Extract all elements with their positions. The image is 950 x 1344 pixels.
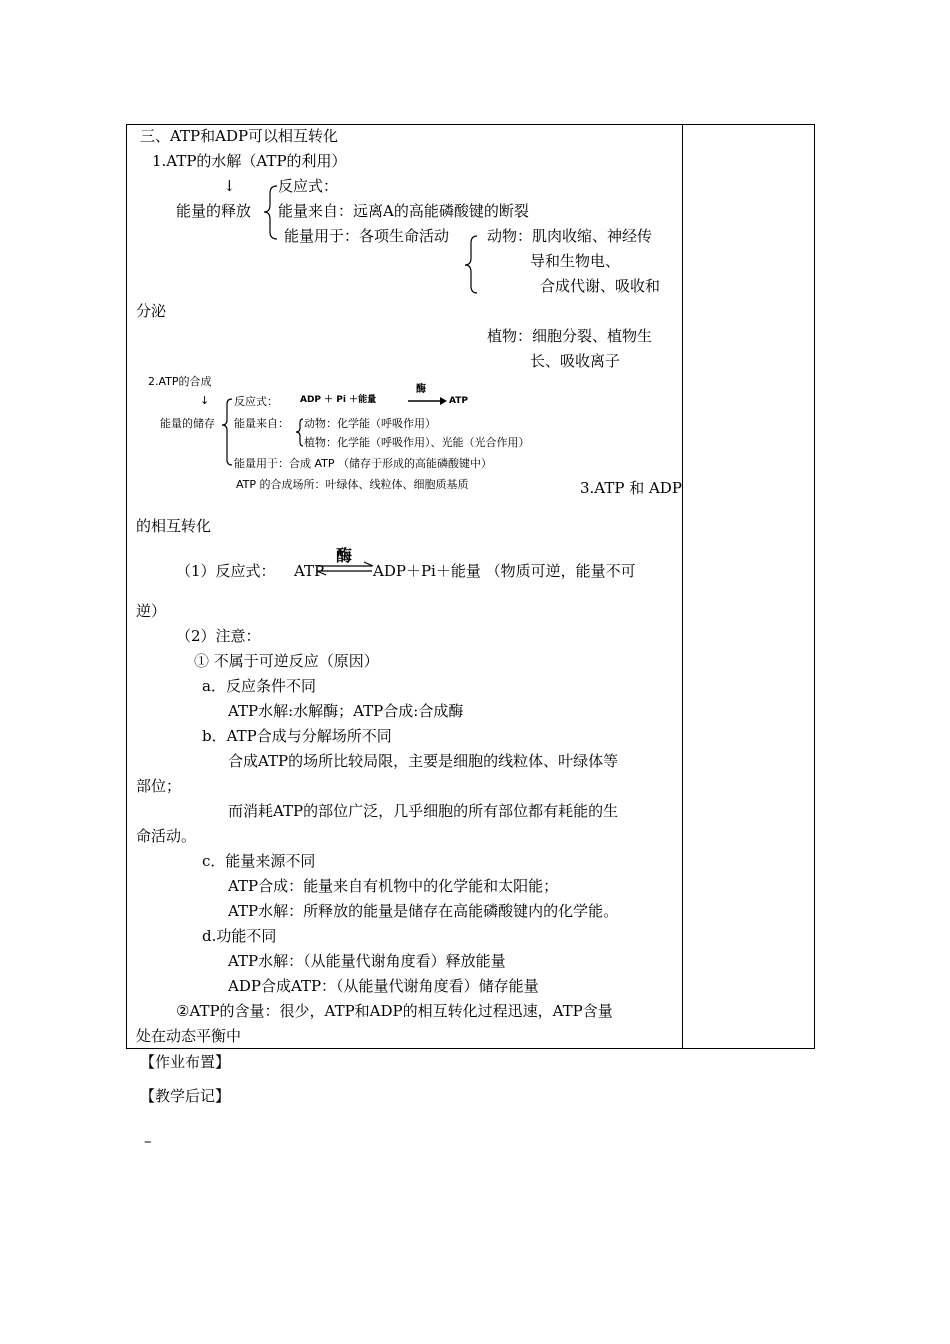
hydrolysis-down-arrow: ↓ <box>223 177 236 195</box>
hydrolysis-reaction-label: 反应式： <box>278 177 339 195</box>
note-b: b．ATP合成与分解场所不同 <box>202 727 392 745</box>
teaching-notes-heading: 【教学后记】 <box>140 1087 231 1105</box>
synthesis-equation-product: ATP <box>449 396 469 406</box>
synthesis-plant-source: 植物：化学能（呼吸作用）、光能（光合作用） <box>304 436 530 449</box>
synthesis-site: ATP 的合成场所：叶绿体、线粒体、细胞质基质 <box>236 478 469 491</box>
equilibrium-arrows <box>317 562 373 575</box>
note-a: a．反应条件不同 <box>202 677 316 695</box>
interconversion-heading-line2: 的相互转化 <box>136 517 212 535</box>
note-b-detail2-line1: 而消耗ATP的部位广泛，几乎细胞的所有部位都有耗能的生 <box>228 802 619 820</box>
hydrolysis-use-brace <box>465 236 477 293</box>
synthesis-energy-use: 能量用于：合成 ATP （储存于形成的高能磷酸键中） <box>234 457 493 470</box>
synthesis-main-brace <box>222 399 232 465</box>
synthesis-energy-source: 能量来自： <box>234 417 289 430</box>
equation-atp: ATP <box>294 562 325 580</box>
hydrolysis-root-label: 能量的释放 <box>176 202 252 220</box>
note-2-line1: ②ATP的含量：很少，ATP和ADP的相互转化过程迅速，ATP含量 <box>176 1002 613 1020</box>
synthesis-enzyme-label: 酶 <box>416 384 426 395</box>
synthesis-animal-source: 动物：化学能（呼吸作用） <box>304 417 436 430</box>
note-a-detail: ATP水解:水解酶；ATP合成:合成酶 <box>228 702 464 720</box>
hydrolysis-main-brace <box>264 186 277 239</box>
hydrolysis-plant-line1: 植物：细胞分裂、植物生 <box>487 327 653 345</box>
trailing-dash: – <box>144 1132 152 1150</box>
note-b-detail1-line1: 合成ATP的场所比较局限，主要是细胞的线粒体、叶绿体等 <box>228 752 619 770</box>
hydrolysis-plant-line2: 长、吸收离子 <box>530 352 621 370</box>
note-d-detail2: ADP合成ATP：（从能量代谢角度看）储存能量 <box>228 977 539 995</box>
synthesis-root-label: 能量的储存 <box>160 417 215 430</box>
hydrolysis-energy-source: 能量来自：远离A的高能磷酸键的断裂 <box>278 202 529 220</box>
hydrolysis-energy-use: 能量用于：各项生命活动 <box>284 227 450 245</box>
note-b-detail1-line2: 部位； <box>136 777 182 795</box>
section-title: 三、ATP和ADP可以相互转化 <box>140 127 339 145</box>
synthesis-heading: 2.ATP的合成 <box>148 375 212 388</box>
hydrolysis-heading: 1.ATP的水解（ATP的利用） <box>152 152 347 170</box>
equation-enzyme-label: 酶 <box>336 546 353 565</box>
equation-right-side-line2: 逆） <box>136 602 167 620</box>
note-c: c．能量来源不同 <box>202 852 316 870</box>
interconversion-heading-line1: 3.ATP 和 ADP <box>580 479 682 497</box>
synthesis-source-brace <box>296 419 303 446</box>
equation-label: （1）反应式： <box>176 562 276 580</box>
hydrolysis-animal-line1: 动物：肌肉收缩、神经传 <box>487 227 653 245</box>
synthesis-equation-reactants: ADP ＋ Pi ＋能量 <box>300 395 377 405</box>
note-b-detail2-line2: 命活动。 <box>136 827 197 845</box>
note-heading: （2）注意： <box>176 627 261 645</box>
equation-right-side: ADP＋Pi＋能量 （物质可逆，能量不可 <box>373 562 636 580</box>
note-1: ① 不属于可逆反应（原因） <box>194 652 379 670</box>
hydrolysis-animal-line2: 导和生物电、 <box>530 252 621 270</box>
note-2-line2: 处在动态平衡中 <box>136 1027 242 1045</box>
homework-heading: 【作业布置】 <box>140 1053 231 1071</box>
note-c-detail2: ATP水解：所释放的能量是储存在高能磷酸键内的化学能。 <box>228 902 619 920</box>
hydrolysis-animal-line4: 分泌 <box>136 302 167 320</box>
note-d: d.功能不同 <box>202 927 277 945</box>
synthesis-down-arrow: ↓ <box>200 394 210 407</box>
synthesis-reaction-label: 反应式： <box>234 395 278 408</box>
note-d-detail1: ATP水解：（从能量代谢角度看）释放能量 <box>228 952 506 970</box>
hydrolysis-animal-line3: 合成代谢、吸收和 <box>540 277 661 295</box>
synthesis-reaction-arrow <box>408 397 447 405</box>
note-c-detail1: ATP合成：能量来自有机物中的化学能和太阳能； <box>228 877 559 895</box>
